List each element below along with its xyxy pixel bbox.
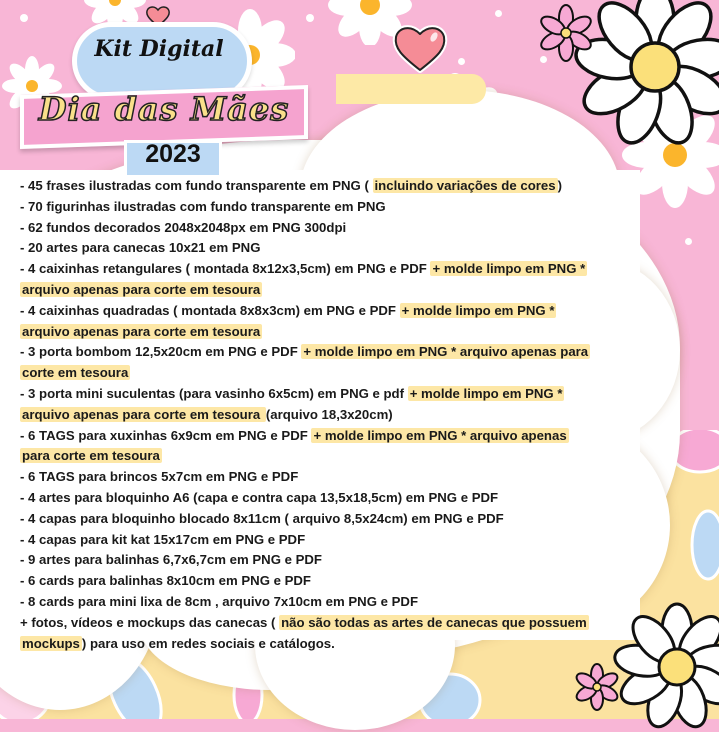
polka-dot — [685, 238, 692, 245]
item-text: ) para uso em redes sociais e catálogos — [81, 635, 332, 651]
highlighted-text: para corte em tesoura — [22, 448, 160, 464]
list-item — [20, 530, 660, 551]
item-text: - 62 fundos decorados 2048x2048px em PNG 300dpi — [20, 219, 347, 235]
item-text: - 3 porta bombom 12,5x20cm em PNG e PDF — [20, 344, 302, 360]
pink-flower-icon — [570, 660, 624, 714]
list-item — [20, 384, 660, 405]
highlighted-text: + molde limpo em PNG * — [432, 261, 586, 277]
polka-dot — [495, 10, 502, 17]
item-text: - 4 capas para bloquinho blocado 8x11cm ( arquivo 8,5x24cm) em PNG e PDF — [20, 510, 504, 526]
polka-dot — [458, 58, 465, 65]
list-item — [20, 197, 660, 218]
list-item — [20, 613, 660, 634]
list-item — [20, 634, 660, 655]
list-item — [20, 322, 660, 343]
item-text: - 70 figurinhas ilustradas com fundo transparente em PNG — [20, 198, 386, 214]
highlighted-text: + molde limpo em PNG * — [409, 385, 563, 401]
item-text: - 6 TAGS para xuxinhas 6x9cm em PNG e PDF — [20, 427, 312, 443]
item-text: - 4 caixinhas quadradas ( montada 8x8x3cm) em PNG e PDF — [20, 302, 400, 318]
highlighted-text: não são todas as artes de canecas que possuem — [281, 614, 587, 630]
kit-label: Kit Digital — [94, 36, 224, 62]
list-item — [20, 218, 660, 239]
list-item — [20, 426, 660, 447]
item-text: - 3 porta mini suculentas (para vasinho 6x5cm) em PNG e pdf — [20, 385, 408, 401]
item-text: - 8 cards para mini lixa de 8cm , arquivo 7x10cm em PNG e PDF — [20, 593, 418, 609]
item-text: . — [331, 635, 335, 651]
item-text: + fotos, vídeos e mockups das canecas ( — [20, 614, 280, 630]
item-text: - 4 capas para kit kat 15x17cm em PNG e PDF — [20, 531, 306, 547]
highlighted-text: corte em tesoura — [22, 365, 129, 381]
list-item — [20, 301, 660, 322]
heart-icon — [392, 22, 448, 74]
list-item — [20, 363, 660, 384]
list-item — [20, 488, 660, 509]
list-item — [20, 467, 660, 488]
list-item — [20, 238, 660, 259]
list-item — [20, 342, 660, 363]
list-item — [20, 405, 660, 426]
item-text: - 6 cards para balinhas 8x10cm em PNG e PDF — [20, 573, 311, 589]
item-text: (arquivo 18,3x20cm) — [265, 406, 393, 422]
highlight-bar — [336, 74, 486, 104]
list-item — [20, 550, 660, 571]
item-text: - 4 caixinhas retangulares ( montada 8x12x3,5cm) em PNG e PDF — [20, 261, 431, 277]
item-text: - 6 TAGS para brincos 5x7cm em PNG e PDF — [20, 469, 299, 485]
highlighted-text: incluindo variações de cores — [374, 178, 556, 193]
highlighted-text: + molde limpo em PNG * — [401, 302, 555, 318]
page-title: Dia das Mães — [38, 90, 290, 128]
list-item — [20, 592, 660, 613]
polka-dot — [306, 14, 314, 22]
title-logo — [14, 6, 304, 176]
daisy-flower-icon — [612, 602, 719, 732]
highlighted-text: arquivo apenas para corte em tesoura — [22, 323, 261, 339]
item-text: - 45 frases ilustradas com fundo transparente em PNG ( — [20, 178, 373, 193]
pink-flower-icon — [533, 0, 599, 66]
item-text: ) — [557, 178, 562, 193]
highlighted-text: + molde limpo em PNG * arquivo apenas para — [303, 344, 589, 360]
product-list — [20, 176, 660, 654]
list-item — [20, 176, 660, 197]
list-item — [20, 280, 660, 301]
year-label: 2023 — [145, 140, 201, 168]
list-item — [20, 571, 660, 592]
list-item — [20, 259, 660, 280]
highlighted-text: arquivo apenas para corte em tesoura — [22, 406, 264, 422]
highlighted-text: + molde limpo em PNG * arquivo apenas — [313, 427, 567, 443]
item-text: - 4 artes para bloquinho A6 (capa e contra capa 13,5x18,5cm) em PNG e PDF — [20, 489, 499, 505]
highlighted-text: arquivo apenas para corte em tesoura — [22, 281, 261, 297]
list-item — [20, 446, 660, 467]
item-text: - 9 artes para balinhas 6,7x6,7cm em PNG e PDF — [20, 552, 322, 568]
highlighted-text: mockups — [22, 635, 80, 651]
item-text: - 20 artes para canecas 10x21 em PNG — [20, 240, 261, 256]
list-item — [20, 509, 660, 530]
